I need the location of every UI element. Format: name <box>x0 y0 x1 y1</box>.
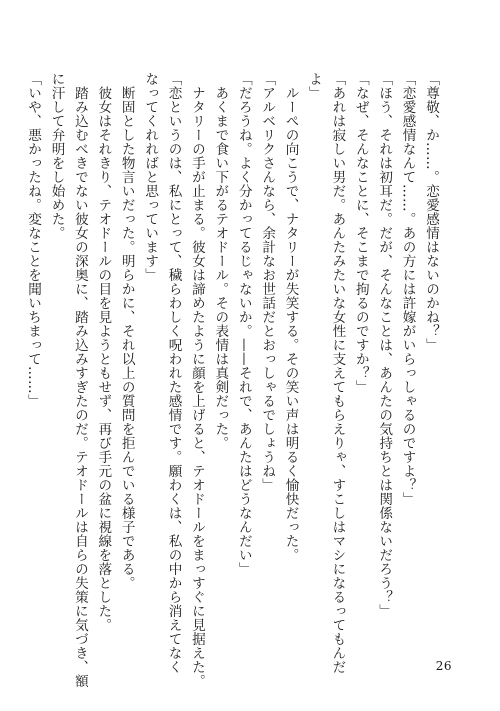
text-line: 「だろうね。よく分かってるじゃないか。——それで、あんたはどうなんだい」 <box>235 72 252 576</box>
text-line: 「恋愛感情なんて……。あの方には許嫁がいらっしゃるのですよ？」 <box>399 72 416 506</box>
text-line: 「いや、悪かったね。変なことを聞いちまって……」 <box>25 72 42 408</box>
text-line: ナタリーの手が止まる。彼女は諦めたように顔を上げると、テオドールをまっすぐに見据えた。 <box>188 85 205 688</box>
text-line: 断固とした物言いだった。明らかに、それ以上の質問を拒んでいる様子である。 <box>118 85 135 590</box>
text-line: ルーぺの向こうで、ナタリーが失笑する。その笑い声は明るく愉快だった。 <box>282 85 299 562</box>
text-line: あくまで食い下がるテオドール。その表情は真剣だった。 <box>212 85 229 450</box>
text-line: 「アルベリクさんなら、余計なお世話だとおっしゃるでしょうね」 <box>259 72 276 492</box>
text-line: 「ほう、それは初耳だ。だが、そんなことは、あんたの気持ちとは関係ないだろう？」 <box>376 72 393 618</box>
text-line: よ」 <box>305 72 322 100</box>
text-line: に汗して弁明をし始めた。 <box>48 72 65 240</box>
text-line: 「なぜ、そんなことに、そこまで拘るのですか？」 <box>352 72 369 394</box>
text-line: なってくれればと思っています」 <box>142 72 159 282</box>
text-line: 彼女はそれきり、テオドールの目を見ようともせず、再び手元の盆に視線を落とした。 <box>95 85 112 632</box>
text-line: 踏み込むべきでない彼女の深奥に、踏み込みすぎたのだ。テオドールは自らの失策に気づき、額 <box>71 85 88 688</box>
text-line: 「恋というのは、私にとって、穢らわしく呪われた感情です。願わくは、私の中から消えてなく <box>165 72 182 674</box>
page-number: 26 <box>435 659 452 673</box>
text-line: 「あれは寂しい男だ。あんたみたいな女性に支えてもらえりゃ、すこしはマシになるってもんだ <box>329 72 346 674</box>
body-text <box>21 72 442 688</box>
text-line: 「尊敬、か……。恋愛感情はないのかね？」 <box>423 72 439 352</box>
